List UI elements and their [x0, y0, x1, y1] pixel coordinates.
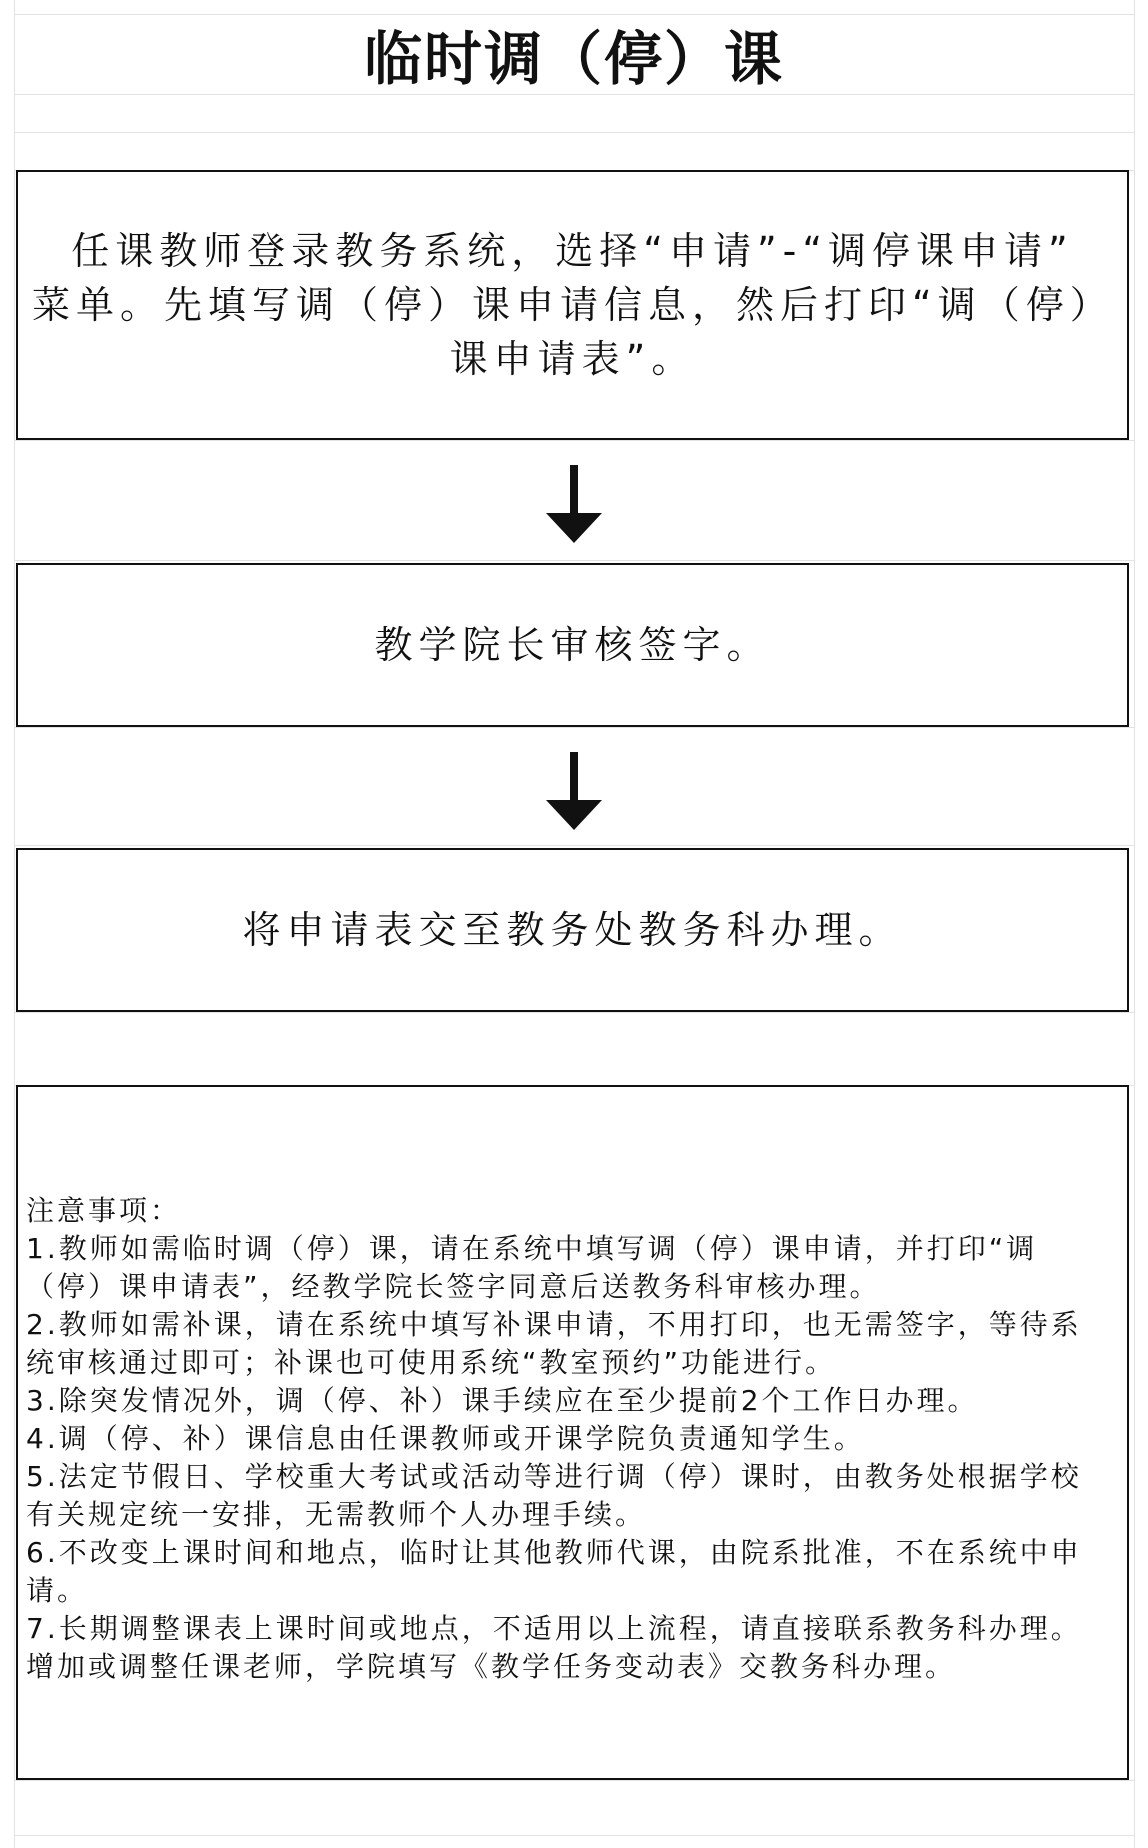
grid-row-line — [14, 845, 1134, 846]
flow-step-1-line: 任课教师登录教务系统，选择“申请”-“调停课申请” — [71, 229, 1074, 273]
grid-row-line — [14, 727, 1134, 728]
grid-row-line — [14, 1780, 1134, 1781]
grid-row-line — [14, 1835, 1134, 1836]
flow-step-1-line: 课申请表”。 — [449, 337, 696, 381]
flow-step-3-text — [228, 903, 916, 957]
flow-step-3 — [16, 848, 1129, 1012]
arrow-down-icon — [544, 752, 604, 832]
notes-line: 有关规定统一安排，无需教师个人办理手续。 — [26, 1498, 647, 1531]
flow-step-1-text — [18, 224, 1127, 386]
notes-line: （停）课申请表”，经教学院长签字同意后送教务科审核办理。 — [26, 1270, 881, 1303]
notes-line: 7.长期调整课表上课时间或地点，不适用以上流程，请直接联系教务科办理。 — [26, 1612, 1082, 1645]
notes-line: 请。 — [26, 1574, 89, 1607]
flow-step-1-line: 菜单。先填写调（停）课申请信息，然后打印“调（停） — [32, 283, 1114, 327]
flow-step-1 — [16, 170, 1129, 440]
notes-box — [16, 1085, 1129, 1780]
notes-line: 6.不改变上课时间和地点，临时让其他教师代课，由院系批准，不在系统中申 — [26, 1536, 1082, 1569]
flow-step-2 — [16, 563, 1129, 727]
notes-line: 4.调（停、补）课信息由任课教师或开课学院负责通知学生。 — [26, 1422, 865, 1455]
flow-step-2-line: 教学院长审核签字。 — [374, 623, 771, 667]
grid-row-line — [14, 132, 1134, 133]
page-title: 临时调（停）课 — [363, 25, 784, 93]
notes-line: 1.教师如需临时调（停）课，请在系统中填写调（停）课申请，并打印“调 — [26, 1232, 1038, 1265]
notes-line: 2.教师如需补课，请在系统中填写补课申请，不用打印，也无需签字，等待系 — [26, 1308, 1082, 1341]
notes-heading: 注意事项： — [26, 1194, 182, 1227]
notes-content — [26, 1192, 1117, 1686]
grid-right-edge — [1134, 0, 1135, 1848]
arrow-down-icon — [544, 465, 604, 545]
grid-row-line — [14, 440, 1134, 441]
notes-line: 3.除突发情况外，调（停、补）课手续应在至少提前2个工作日办理。 — [26, 1384, 979, 1417]
notes-line: 统审核通过即可；补课也可使用系统“教室预约”功能进行。 — [26, 1346, 837, 1379]
grid-row-line — [14, 560, 1134, 561]
grid-left-edge — [14, 0, 15, 1848]
grid-row-line — [14, 1012, 1134, 1013]
flow-step-3-line: 将申请表交至教务处教务科办理。 — [242, 908, 903, 952]
notes-line: 5.法定节假日、学校重大考试或活动等进行调（停）课时，由教务处根据学校 — [26, 1460, 1082, 1493]
flow-step-2-text — [360, 618, 784, 672]
notes-line: 增加或调整任课老师，学院填写《教学任务变动表》交教务科办理。 — [26, 1650, 957, 1683]
